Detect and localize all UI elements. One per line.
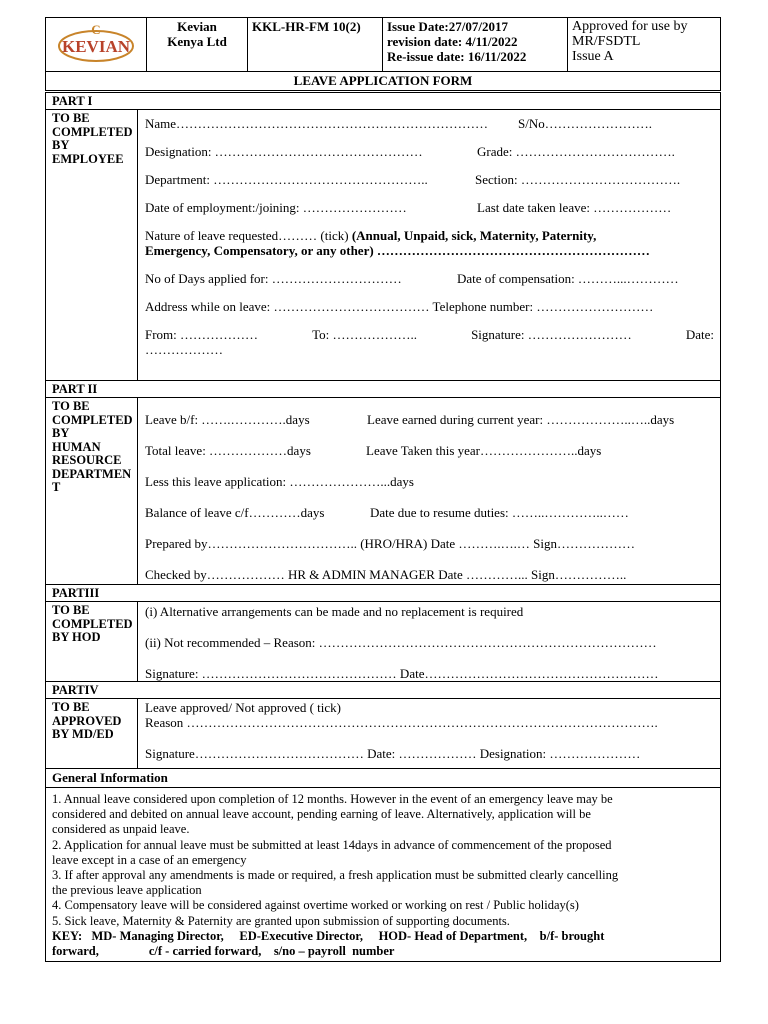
to-field[interactable]: To: ……………….. [312, 327, 418, 342]
leave-taken-field[interactable]: Leave Taken this year…………………..days [366, 443, 602, 458]
grade-field[interactable]: Grade: ………………………………. [477, 144, 675, 159]
date-label: Date: [685, 327, 714, 342]
form-code: KKL-HR-FM 10(2) [248, 18, 383, 72]
part1-label: TO BE COMPLETED BY EMPLOYEE [46, 110, 138, 380]
alternative-arrangements-option[interactable]: (i) Alternative arrangements can be made and no replacement is required [145, 604, 524, 619]
logo-mark: C [91, 22, 101, 37]
part1-heading: PART I [45, 92, 721, 110]
less-this-leave-field[interactable]: Less this leave application: …………………...days [145, 474, 414, 489]
from-field[interactable]: From: ……………… [145, 327, 259, 342]
signature-field[interactable]: Signature: …………………… [471, 327, 632, 342]
info-line: 1. Annual leave considered upon completion of 12 months. However in the event of an emergency leave may be [52, 792, 613, 806]
form-header [45, 17, 721, 72]
info-line: 4. Compensatory leave will be considered against overtime worked or working on rest / Public holiday(s) [52, 898, 579, 913]
part2-heading: PART II [45, 381, 721, 398]
reissue-date: Re-issue date: 16/11/2022 [387, 49, 527, 64]
kevian-logo [56, 21, 136, 65]
dates-cell [383, 18, 568, 72]
days-applied-field[interactable]: No of Days applied for: ………………………… [145, 271, 402, 286]
compensation-date-field[interactable]: Date of compensation: ………...………… [457, 271, 679, 286]
part2-section [45, 398, 721, 585]
address-telephone-field[interactable]: Address while on leave: ……………………………… Telephone number: ……………………… [145, 299, 654, 314]
department-field[interactable]: Department: ………………………………………….. [145, 172, 428, 187]
part2-body [138, 398, 720, 584]
info-line: 3. If after approval any amendments is made or required, a fresh application must be submitted clearly cancelling [52, 868, 619, 883]
form-title: LEAVE APPLICATION FORM [45, 72, 721, 91]
info-line: leave except in a case of an emergency [52, 852, 247, 867]
logo-cell [46, 18, 147, 72]
part2-label: TO BE COMPLETED BY HUMAN RESOURCE DEPARTMEN T [46, 398, 138, 584]
md-signature-date-designation-field[interactable]: Signature………………………………… Date: ……………… Designation: ………………… [145, 746, 641, 761]
leave-earned-field[interactable]: Leave earned during current year: ………………..…..days [367, 412, 675, 427]
part3-label: TO BE COMPLETED BY HOD [46, 602, 138, 681]
nature-of-leave-field[interactable]: Nature of leave requested……… (tick) (Annual, Unpaid, sick, Maternity, Paternity, Emergency, Compensatory, or any other) ……………………………………………………… [145, 228, 650, 258]
part3-body [138, 602, 720, 681]
info-line: 2. Application for annual leave must be submitted at least 14days in advance of commencement of the proposed [52, 837, 612, 852]
hod-signature-date-field[interactable]: Signature: ……………………………………… Date……………………………………………… [145, 666, 659, 681]
part1-body [138, 110, 720, 380]
general-information-body [45, 788, 721, 962]
company-name-line1: Kevian [177, 19, 217, 34]
issue-date: Issue Date:27/07/2017 [387, 19, 508, 34]
logo-text: KEVIAN [61, 37, 131, 56]
key-line: KEY: MD- Managing Director, ED-Executive Director, HOD- Head of Department, b/f- brought [52, 928, 605, 943]
revision-date: revision date: 4/11/2022 [387, 34, 518, 49]
part4-body [138, 699, 720, 768]
approved-line1: Approved for use by [572, 19, 688, 34]
checked-by-field[interactable]: Checked by……………… HR & ADMIN MANAGER Date …………... Sign…………….. [145, 567, 627, 582]
total-leave-field[interactable]: Total leave: ………………days [145, 443, 311, 458]
date-field[interactable]: ……………… [145, 342, 223, 357]
info-line: considered as unpaid leave. [52, 822, 190, 837]
prepared-by-field[interactable]: Prepared by…………………………….. (HRO/HRA) Date ……….….… Sign……………… [145, 536, 635, 551]
part4-label: TO BE APPROVED BY MD/ED [46, 699, 138, 768]
approved-line2: MR/FSDTL [572, 34, 641, 49]
company-name-line2: Kenya Ltd [167, 34, 227, 49]
part3-section [45, 602, 721, 682]
part3-heading: PARTIII [45, 585, 721, 602]
approval-cell [568, 18, 721, 72]
general-information-heading: General Information [45, 769, 721, 788]
part4-heading: PARTIV [45, 682, 721, 699]
info-line: 5. Sick leave, Maternity & Paternity are granted upon submission of supporting documents. [52, 913, 510, 928]
part4-section [45, 699, 721, 769]
designation-field[interactable]: Designation: ………………………………………… [145, 144, 423, 159]
form-frame [45, 17, 721, 962]
leave-approved-tick[interactable]: Leave approved/ Not approved ( tick) [145, 700, 342, 715]
sno-field[interactable]: S/No……………………. [518, 116, 653, 131]
last-leave-field[interactable]: Last date taken leave: ……………… [477, 200, 672, 215]
part1-section [45, 110, 721, 381]
key-line: forward, c/f - carried forward, s/no – payroll number [52, 944, 395, 959]
section-field[interactable]: Section: ………………………………. [475, 172, 681, 187]
resume-date-field[interactable]: Date due to resume duties: ……..…………..…… [370, 505, 629, 520]
not-recommended-reason-field[interactable]: (ii) Not recommended – Reason: …………………………………………………………………… [145, 635, 657, 650]
balance-cf-field[interactable]: Balance of leave c/f…………days [145, 505, 325, 520]
company-cell [147, 18, 248, 72]
leave-bf-field[interactable]: Leave b/f: …….………….days [145, 412, 310, 427]
approved-line3: Issue A [572, 49, 614, 64]
approval-reason-field[interactable]: Reason ………………………………………………………………………………………………. [145, 715, 658, 730]
employment-date-field[interactable]: Date of employment:/joining: …………………… [145, 200, 407, 215]
info-line: the previous leave application [52, 883, 202, 898]
name-field[interactable]: Name……………………………………………………………… [145, 116, 489, 131]
info-line: considered and debited on annual leave account, pending earning of leave. Alternatively, application will be [52, 807, 591, 822]
